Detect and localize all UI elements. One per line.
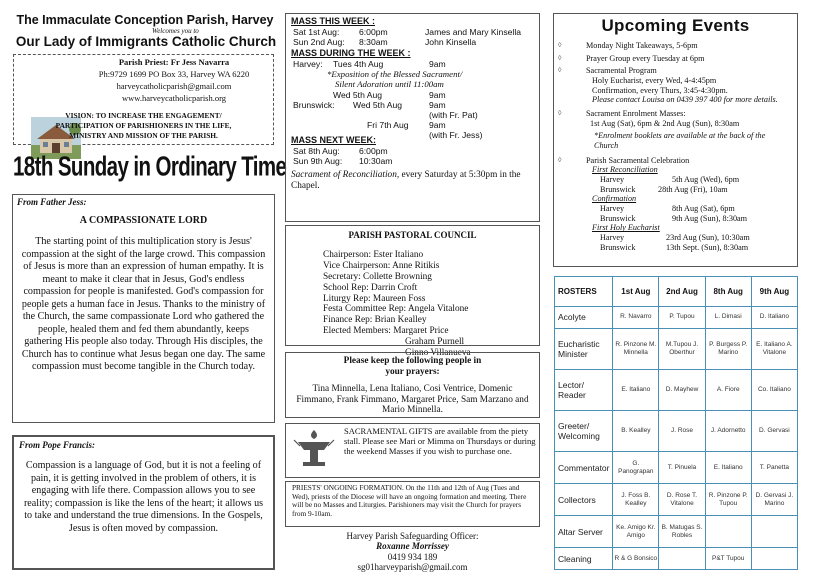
roster-cell: A. Fiore <box>705 369 751 410</box>
mass-day: Sun 9th Aug: <box>293 156 343 167</box>
roster-cell: R. Pinzone M. Minnella <box>613 328 659 369</box>
table-row <box>555 307 798 329</box>
mass-intention: John Kinsella <box>425 37 477 48</box>
council-member: Finance Rep: Brian Kealley <box>323 315 427 326</box>
date-header: 2nd Aug <box>659 277 705 307</box>
event-subitem: Please contact Louisa on 0439 397 400 for more details. <box>592 95 778 105</box>
reconciliation-note <box>291 170 536 192</box>
council-member: Chairperson: Ester Italiano <box>323 250 424 260</box>
baptism-font-icon <box>292 428 336 472</box>
parish-website[interactable]: www.harveycatholicparish.org <box>121 93 227 103</box>
roster-cell: T. Pinuela <box>659 452 705 484</box>
vision-line-3: MINISTRY AND MISSION OF THE PARISH. <box>69 131 218 140</box>
event-item: Monday Night Takeaways, 5-6pm <box>586 41 698 50</box>
fr-jess-note: (with Fr. Jess) <box>429 129 483 140</box>
venue: Brunswick <box>600 184 636 194</box>
formation-box <box>285 481 540 527</box>
date-header: 9th Aug <box>751 277 797 307</box>
roster-cell: R. Pinzone P. Tupou <box>705 484 751 516</box>
roster-cell: D. Rose T. Vitalone <box>659 484 705 516</box>
roster-cell: J. Rose <box>659 411 705 452</box>
mass-next-week-heading: MASS NEXT WEEK: <box>291 135 377 145</box>
bullet-icon: ◊ <box>558 109 562 118</box>
roster-cell: J. Foss B. Kealley <box>613 484 659 516</box>
event-subitem: *Enrolment booklets are available at the back of the Church <box>594 131 766 151</box>
wed-date: Wed 5th Aug <box>333 89 383 100</box>
tues-date: Tues 4th Aug <box>333 59 384 69</box>
fri-date: Fri 7th Aug <box>367 119 409 130</box>
rosters-table <box>554 276 798 570</box>
bullet-icon: ◊ <box>558 41 562 49</box>
council-member: Festa Committee Rep: Angela Vitalone <box>323 304 469 315</box>
bullet-icon: ◊ <box>558 66 562 75</box>
table-row <box>555 411 798 452</box>
event-item: Sacrament Enrolment Masses: <box>586 109 686 119</box>
mass-intention: James and Mary Kinsella <box>425 27 522 37</box>
fr-pat-note: (with Fr. Pat) <box>429 109 478 120</box>
event-item: Parish Sacramental Celebration <box>586 155 690 165</box>
roster-cell: Ke. Amigo Kr. Amigo <box>613 516 659 548</box>
roster-role: Collectors <box>555 484 613 516</box>
event-date: 13th Sept. (Sun), 8:30am <box>666 242 749 252</box>
date-header: 8th Aug <box>705 277 751 307</box>
roster-cell: D. Gervasi J. Marino <box>751 484 797 516</box>
mass-day: Sat 1st Aug: <box>293 27 340 37</box>
venue: Brunswick <box>600 242 636 252</box>
mass-next-week-rows <box>293 146 538 166</box>
council-member: Elected Members: Margaret Price <box>323 326 449 337</box>
event-date: 23rd Aug (Sun), 10:30am <box>666 233 750 243</box>
bwed-date: Wed 5th Aug <box>353 99 403 110</box>
formation-body: PRIESTS' ONGOING FORMATION. On the 11th and 12th of Aug (Tues and Wed), priests of the Diocese will have an ongoing formation and meeting. There will be no Masses and Liturgies. Parishioners may visit the Church for prayers from 9-10am. <box>292 483 527 518</box>
roster-cell: B. Matugas S. Robles <box>659 516 705 548</box>
safeguarding-name: Roxanne Morrissey <box>376 541 449 552</box>
mass-this-week-heading: MASS THIS WEEK : <box>291 16 376 26</box>
tues-time: 9am <box>429 59 446 69</box>
event-subitem: Confirmation, every Thurs, 3:45-4:30pm. <box>592 85 728 95</box>
venue: Harvey <box>600 233 625 243</box>
roster-role: Cleaning <box>555 548 613 570</box>
father-jess-body: The starting point of this multiplication story is Jesus' compassion at the sight of the large crowd. This compassion of Jesus is more than an expression of human empathy. It is meant to make it clear that in Jesus, God's endless compassion for people is manifested. God's compassion for people gets a human face in Jesus. Thanks to the ministry of the Church, the same compassionate Lord who gathered the people, healed them and fed them abundantly, keeps gathering His people also today. Through His disciples, the Church has to continue what Jesus began one day. The same compassion must become tangible in the Church today. <box>21 236 266 373</box>
father-jess-label: From Father Jess: <box>17 197 87 207</box>
parish-info-box <box>13 54 274 145</box>
vision-line-1: VISION: TO INCREASE THE ENGAGEMENT/ <box>65 111 222 120</box>
pope-francis-label: From Pope Francis: <box>19 440 96 450</box>
roster-cell: M.Tupou J. Oberthur <box>659 328 705 369</box>
roster-cell <box>659 548 705 570</box>
roster-cell: P&T Tupou <box>705 548 751 570</box>
venue: Harvey <box>600 175 625 185</box>
event-item: Sacramental Program <box>586 66 657 76</box>
father-jess-box <box>12 194 275 423</box>
welcome-text: Welcomes you to <box>152 27 199 35</box>
roster-role: Lector/ Reader <box>555 369 613 410</box>
rosters-header: ROSTERS <box>555 277 613 307</box>
venue: Harvey <box>600 204 625 214</box>
parish-line: The Immaculate Conception Parish, Harvey <box>16 13 274 27</box>
roster-cell: E. Italiano <box>705 452 751 484</box>
bullet-icon: ◊ <box>558 155 562 164</box>
prayers-body: Tina Minnella, Lena Italiano, Cosi Ventrice, Domenic Fimmano, Frank Fimmano, Margaret Price, Sam Marzano and Mario Minnella. <box>296 384 529 416</box>
roster-role: Acolyte <box>555 307 613 329</box>
brunswick-label: Brunswick: <box>293 99 335 110</box>
roster-cell: B. Kealley <box>613 411 659 452</box>
venue: Brunswick <box>600 213 636 223</box>
roster-cell <box>705 516 751 548</box>
roster-cell: D. Mayhew <box>659 369 705 410</box>
father-jess-title: A COMPASSIONATE LORD <box>79 215 208 226</box>
council-member: Liturgy Rep: Maureen Foss <box>323 293 426 304</box>
roster-cell: J. Adornetto <box>705 411 751 452</box>
roster-cell: P. Burgess P. Marino <box>705 328 751 369</box>
vision-line-2: PARTICIPATION OF PARISHIONERS IN THE LIFE, <box>55 121 232 130</box>
event-date: 8th Aug (Sat), 6pm <box>672 204 735 214</box>
roster-cell <box>751 516 797 548</box>
prayers-heading-2: your prayers: <box>385 367 440 377</box>
roster-cell: T. Panetta <box>751 452 797 484</box>
safeguarding-title: Harvey Parish Safeguarding Officer: <box>346 531 479 541</box>
mass-this-week-rows <box>293 27 538 47</box>
table-row <box>555 516 798 548</box>
roster-cell: D. Italiano <box>751 307 797 329</box>
safeguarding-email[interactable]: sg01harveyparish@gmail.com <box>357 562 468 573</box>
mass-day: Sun 2nd Aug: <box>293 37 345 48</box>
mass-schedule-box <box>285 13 540 222</box>
mass-day: Sat 8th Aug: <box>293 146 340 156</box>
event-date: 28th Aug (Fri), 10am <box>658 184 728 194</box>
gifts-box <box>285 423 540 478</box>
event-item: Prayer Group every Tuesday at 6pm <box>586 53 705 63</box>
gifts-body: SACRAMENTAL GIFTS are available from the piety stall. Please see Mari or Mimma on Thursdays or during the weekend Masses if you wish to purchase one. <box>344 426 536 456</box>
event-subitem: Holy Eucharist, every Wed, 4-4:45pm <box>592 76 717 86</box>
mass-time: 8:30am <box>359 37 388 48</box>
fri-time: 9am <box>429 119 446 130</box>
table-row <box>555 484 798 516</box>
roster-cell: L. Dimasi <box>705 307 751 329</box>
safeguarding <box>285 531 540 572</box>
bwed-time: 9am <box>429 99 446 110</box>
prayers-box <box>285 352 540 418</box>
roster-cell: E. Italiano <box>613 369 659 410</box>
roster-cell: G. Panograpan <box>613 452 659 484</box>
upcoming-events-box <box>553 13 798 267</box>
roster-role: Greeter/ Welcoming <box>555 411 613 452</box>
roster-role: Eucharistic Minister <box>555 328 613 369</box>
council-member: Vice Chairperson: Anne Ritikis <box>323 260 440 271</box>
table-row <box>555 369 798 410</box>
upcoming-title: Upcoming Events <box>601 16 750 35</box>
council-member: Secretary: Collette Browning <box>323 271 432 282</box>
roster-cell: Co. Italiano <box>751 369 797 410</box>
pastoral-council-box <box>285 225 540 358</box>
parish-priest: Parish Priest: Fr Jess Navarra <box>118 57 230 67</box>
roster-cell: P. Tupou <box>659 307 705 329</box>
council-member: Ginno Villanueva <box>405 347 471 358</box>
roster-role: Commentator <box>555 452 613 484</box>
bullet-icon: ◊ <box>558 53 562 62</box>
event-date: 9th Aug (Sun), 8:30am <box>672 213 748 223</box>
exposition-line-2: Silent Adoration until 11:00am <box>335 79 444 90</box>
first-holy-eucharist-label: First Holy Eucharist <box>592 223 660 233</box>
roster-cell <box>751 548 797 570</box>
roster-role: Altar Server <box>555 516 613 548</box>
prayers-heading-1: Please keep the following people in <box>343 356 482 366</box>
date-header: 1st Aug <box>613 277 659 307</box>
reconciliation-italic: Sacrament of Reconciliation, <box>291 170 400 180</box>
table-row <box>555 328 798 369</box>
mass-during-week-rows <box>293 59 538 140</box>
mass-time: 10:30am <box>359 156 393 167</box>
harvey-label: Harvey: <box>293 59 323 69</box>
upcoming-list <box>554 40 797 252</box>
phone-po: Ph:9729 1699 PO Box 33, Harvey WA 6220 <box>98 69 250 79</box>
council-member: School Rep: Darrin Croft <box>323 282 418 293</box>
parish-email[interactable]: harveycatholicparish@gmail.com <box>116 81 232 91</box>
first-reconciliation-label: First Reconciliation <box>592 165 658 175</box>
safeguarding-phone: 0419 934 189 <box>387 551 438 562</box>
wed-time: 9am <box>429 89 446 100</box>
confirmation-label: Confirmation <box>592 194 637 204</box>
mass-time: 6:00pm <box>359 27 388 37</box>
event-date: 5th Aug (Wed), 6pm <box>672 175 740 185</box>
event-subitem: 1st Aug (Sat), 6pm & 2nd Aug (Sun), 8:30am <box>590 118 740 128</box>
table-row <box>555 452 798 484</box>
mass-time: 6:00pm <box>359 146 388 156</box>
sunday-title: 18th Sunday in Ordinary Time <box>13 151 287 183</box>
roster-cell: R. Navarro <box>613 307 659 329</box>
roster-cell: E. Italiano A. Vitalone <box>751 328 797 369</box>
council-heading: PARISH PASTORAL COUNCIL <box>348 230 477 240</box>
mass-during-week-heading: MASS DURING THE WEEK : <box>291 48 411 58</box>
reconciliation-rest: every Saturday at 5:30pm in the Chapel. <box>291 170 521 192</box>
pope-francis-body: Compassion is a language of God, but it is not a feeling of pain, it is getting involved in the problem of others, it is engaging with life there. Compassion allows you to see reality; compassion is like the lens of the heart; it allows us to take and understand the true dimensions. In the Gospels, Jesus is often moved by compassion. <box>23 460 264 534</box>
church-name: Our Lady of Immigrants Catholic Church <box>15 34 277 49</box>
council-member: Graham Purnell <box>405 337 465 347</box>
exposition-line-1: *Exposition of the Blessed Sacrament/ <box>327 69 463 80</box>
roster-cell: D. Gervasi <box>751 411 797 452</box>
council-list <box>323 250 471 359</box>
pope-francis-box <box>12 435 275 570</box>
table-row <box>555 548 798 570</box>
roster-cell: R & G Bonsico <box>613 548 659 570</box>
